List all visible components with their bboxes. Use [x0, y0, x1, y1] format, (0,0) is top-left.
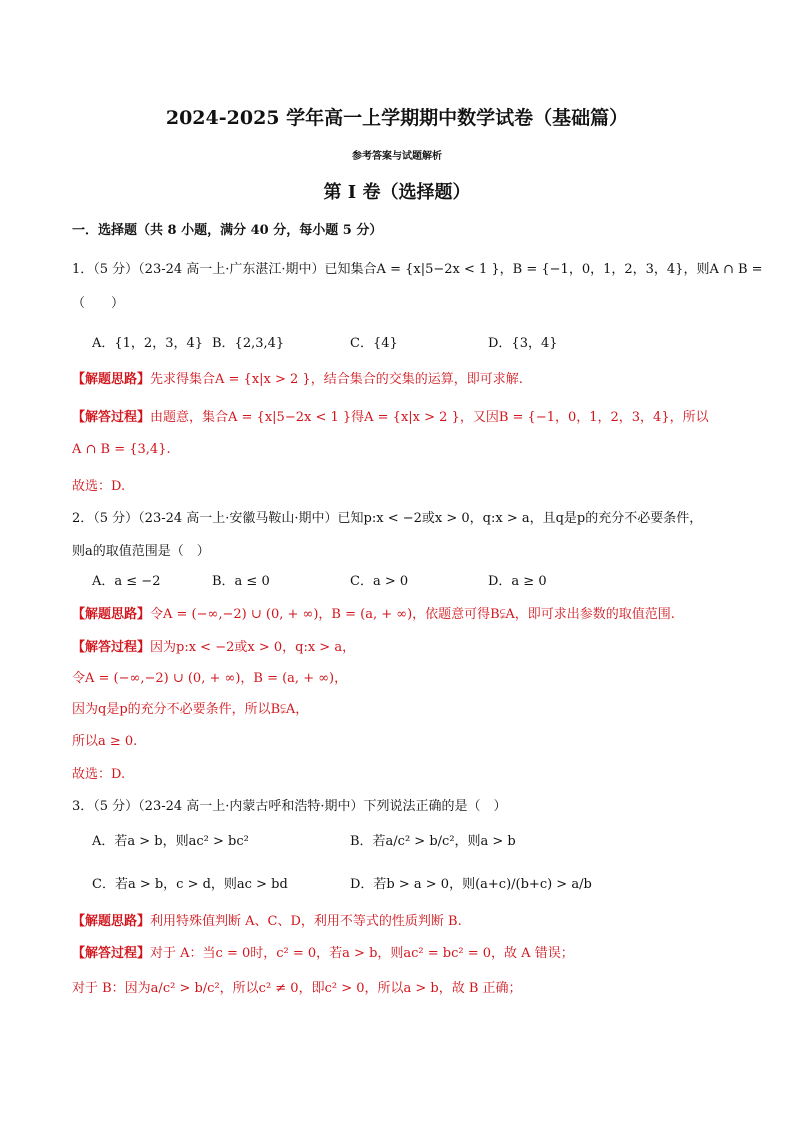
solution-process-tag: 【解答过程】	[72, 640, 151, 655]
q1-solution-idea	[72, 368, 523, 387]
q1-stem-line2: （ ）	[72, 296, 125, 311]
q2-solution-idea	[72, 603, 675, 622]
part-heading: 第 I 卷（选择题）	[323, 182, 471, 203]
solution-process-text: 对于 A：当c = 0时，c² = 0，若a > b，则ac² = bc² = 0，故 A 错误；	[150, 946, 574, 961]
q2-stem-line2: 则a的取值范围是（ ）	[72, 544, 210, 559]
page-title: 2024-2025 学年高一上学期期中数学试卷（基础篇）	[165, 107, 629, 129]
q2-option-a: A．a ≤ −2	[92, 574, 161, 589]
solution-process-text: 因为p:x < −2或x > 0，q:x > a，	[150, 640, 356, 655]
solution-process-tag: 【解答过程】	[72, 410, 151, 425]
q2-option-c: C．a > 0	[350, 574, 409, 589]
solution-process-text: 由题意，集合A = {x|5−2x < 1 }得A = {x|x > 2 }，又因B = {−1，0，1，2，3，4}，所以	[150, 410, 709, 425]
q3-stem: 3．（5 分）（23-24 高一上·内蒙古呼和浩特·期中）下列说法正确的是（ ）	[72, 799, 507, 814]
q2-process-line3: 因为q是p的充分不必要条件，所以B⫋A，	[72, 702, 309, 717]
q1-option-a: A．{1，2，3，4}	[92, 336, 204, 351]
solution-idea-text: 令A = (−∞,−2) ∪ (0, + ∞)，B = (a, + ∞)，依题意可得B⫋A，即可求出参数的取值范围.	[150, 607, 675, 622]
q2-process-line4: 所以a ≥ 0.	[72, 734, 138, 749]
q2-stem-line1: 2．（5 分）（23-24 高一上·安徽马鞍山·期中）已知p:x < −2或x > 0，q:x > a，且q是p的充分不必要条件，	[72, 511, 703, 526]
q3-option-a: A．若a > b，则ac² > bc²	[92, 834, 249, 849]
q1-stem-line1: 1．（5 分）（23-24 高一上·广东湛江·期中）已知集合A = {x|5−2x < 1 }，B = {−1，0，1，2，3，4}，则A ∩ B =	[72, 262, 763, 277]
q3-option-d: D．若b > a > 0，则(a+c)/(b+c) > a/b	[350, 877, 592, 892]
q2-process-line2: 令A = (−∞,−2) ∪ (0, + ∞)，B = (a, + ∞)，	[72, 671, 348, 686]
solution-idea-tag: 【解题思路】	[72, 607, 151, 622]
q3-option-b: B．若a/c² > b/c²，则a > b	[350, 834, 516, 849]
q2-option-b: B．a ≤ 0	[212, 574, 270, 589]
q3-option-c: C．若a > b，c > d，则ac > bd	[92, 877, 288, 892]
q1-option-b: B．{2,3,4}	[212, 336, 285, 351]
q3-solution-idea	[72, 910, 462, 929]
q2-option-d: D．a ≥ 0	[488, 574, 547, 589]
q1-process-line2: A ∩ B = {3,4}.	[72, 442, 171, 457]
solution-process-tag: 【解答过程】	[72, 946, 151, 961]
page-subtitle: 参考答案与试题解析	[352, 151, 442, 162]
solution-idea-tag: 【解题思路】	[72, 372, 151, 387]
section-heading: 一．选择题（共 8 小题，满分 40 分，每小题 5 分）	[72, 223, 383, 238]
q1-solution-process	[72, 406, 709, 425]
q2-answer: 故选：D.	[72, 767, 126, 782]
q3-solution-process	[72, 942, 574, 961]
q3-process-line2: 对于 B：因为a/c² > b/c²，所以c² ≠ 0，即c² > 0，所以a > b，故 B 正确；	[72, 981, 522, 996]
q1-answer: 故选：D.	[72, 479, 126, 494]
solution-idea-text: 利用特殊值判断 A、C、D，利用不等式的性质判断 B.	[150, 914, 462, 929]
q1-option-c: C．{4}	[350, 336, 398, 351]
solution-idea-text: 先求得集合A = {x|x > 2 }，结合集合的交集的运算，即可求解.	[150, 372, 523, 387]
solution-idea-tag: 【解题思路】	[72, 914, 151, 929]
q1-option-d: D．{3，4}	[488, 336, 558, 351]
q2-solution-process	[72, 636, 355, 655]
